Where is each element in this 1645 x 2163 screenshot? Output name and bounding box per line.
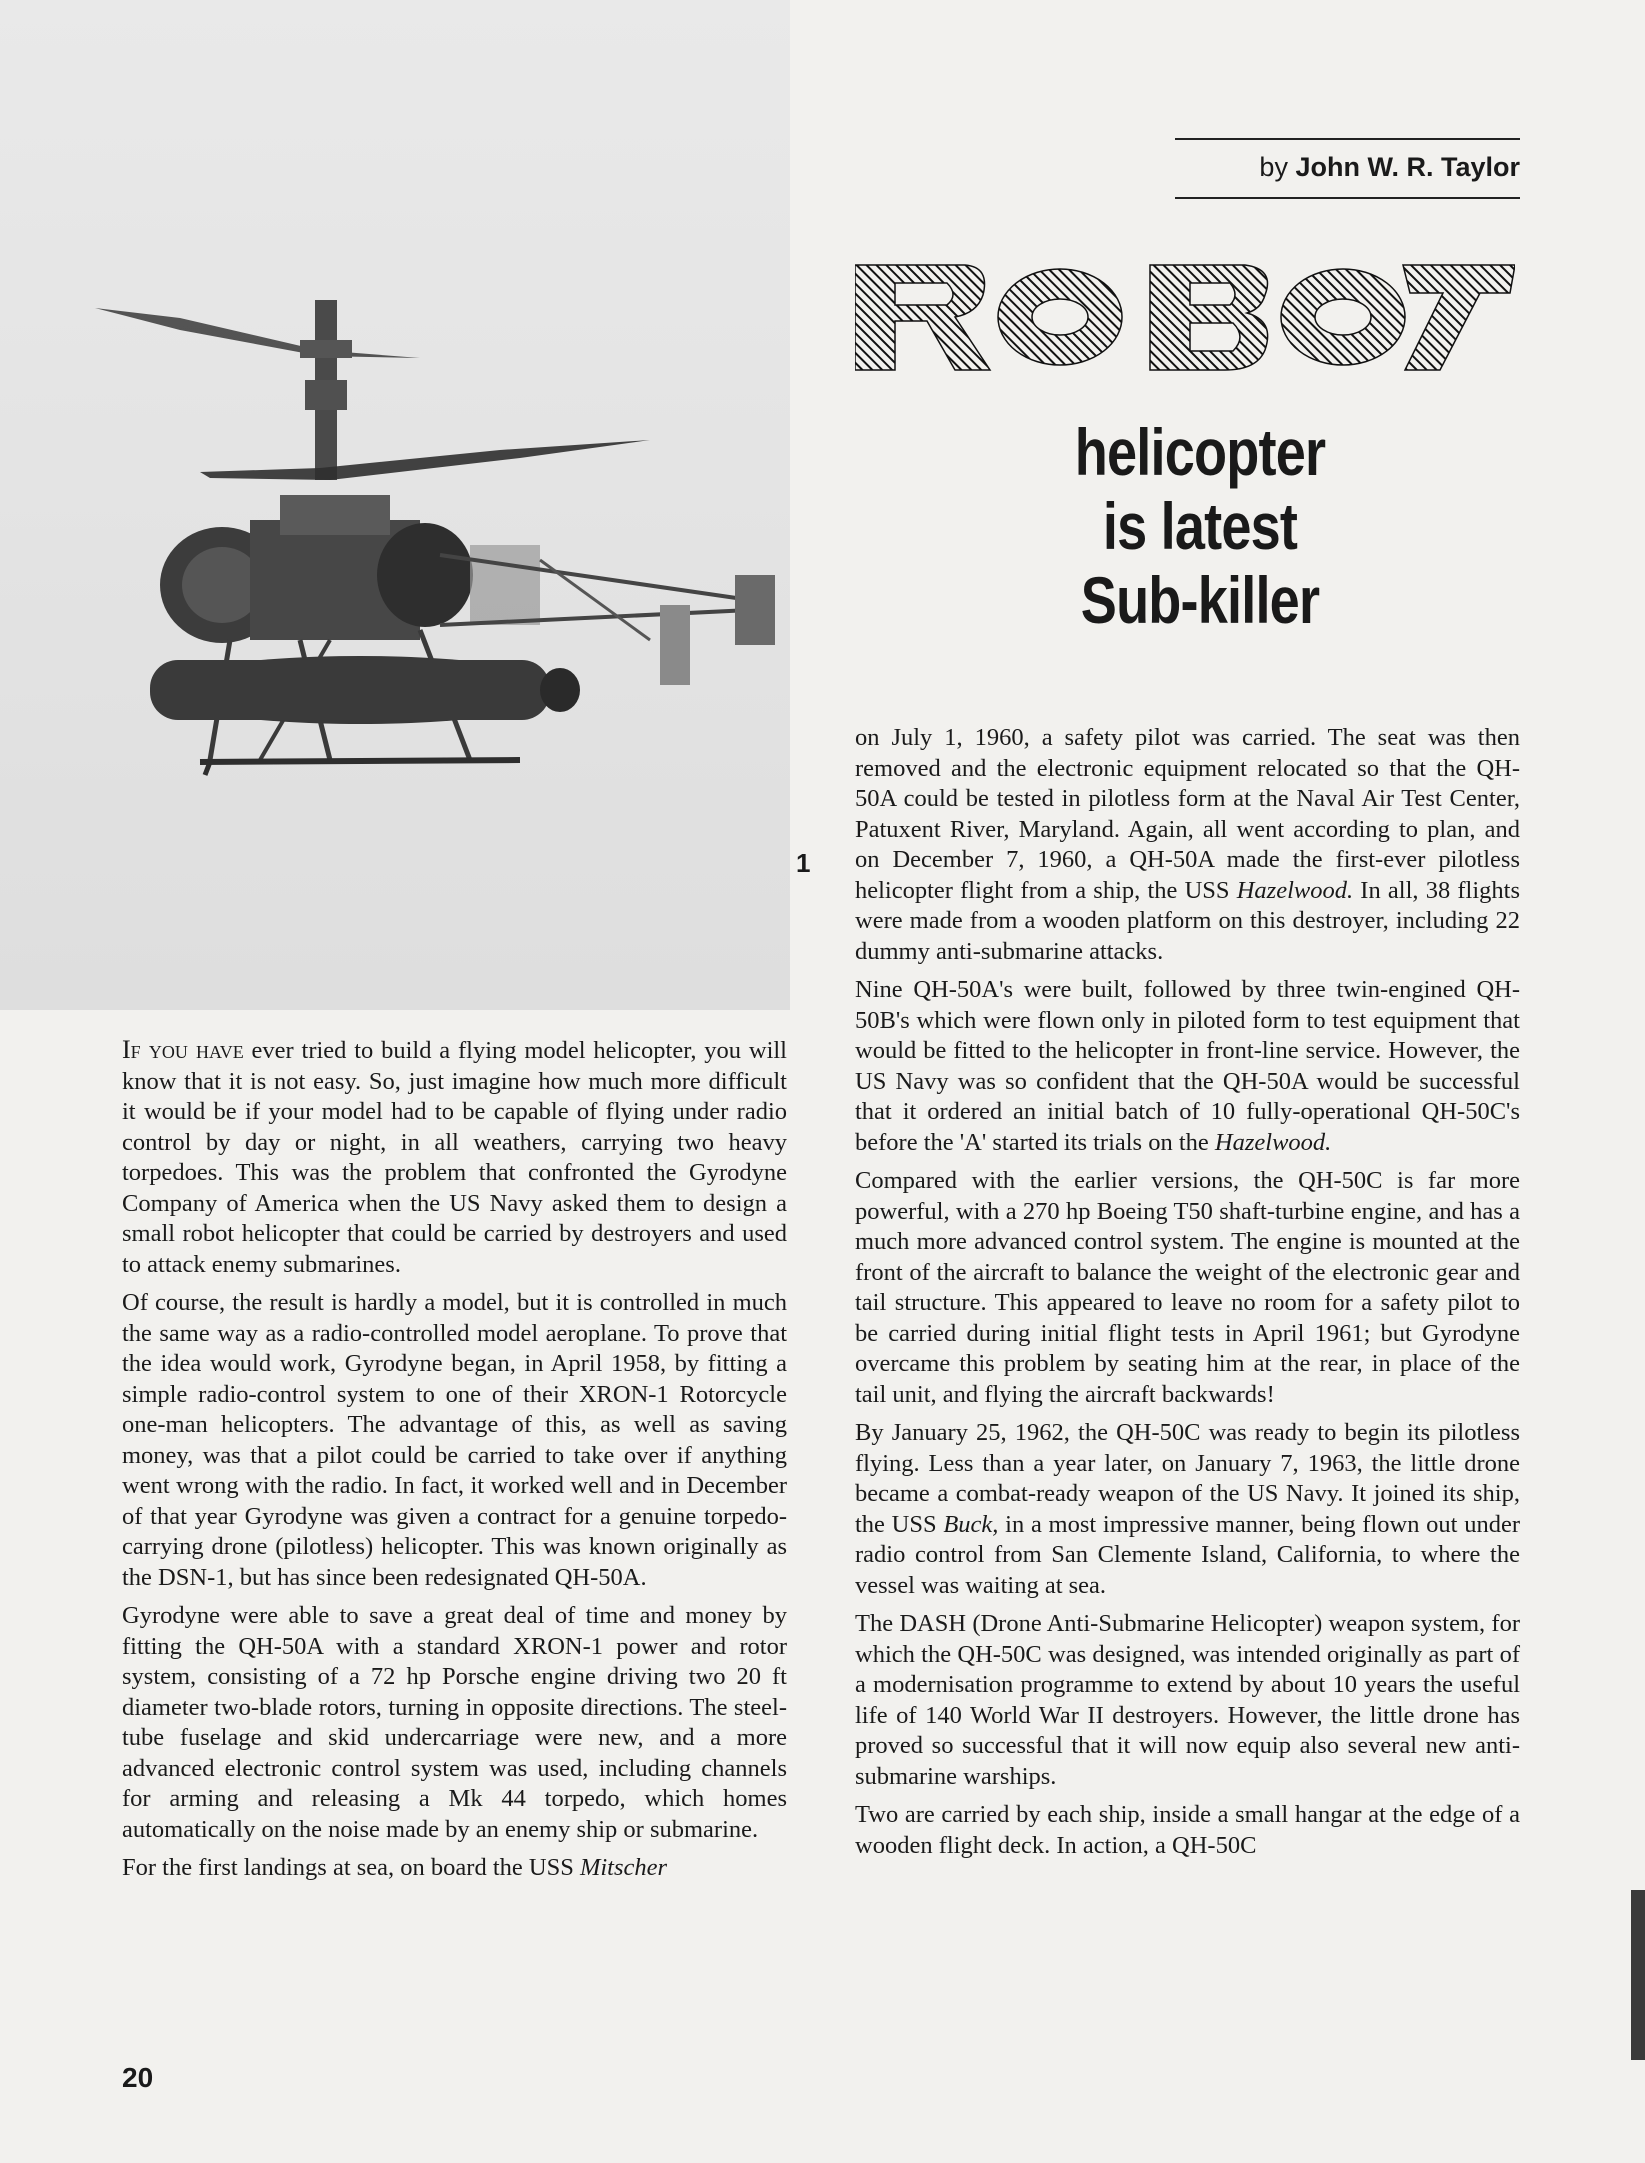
headline-line-2: is latest <box>1102 489 1298 563</box>
byline-prefix: by <box>1259 152 1288 182</box>
lead-in: If you have <box>122 1035 244 1064</box>
paragraph: on July 1, 1960, a safety pilot was carried. The seat was then removed and the electronic equipment relocated so that the QH-50A could be tested in pilotless form at the Naval Air Test Center, Patuxent River, Maryland. Again, all went according to plan, and on December 7, 1960, a QH-50A made the first-ever pilotless helicopter flight from a ship, the USS Hazelwood. In all, 38 flights were made from a wooden platform on this destroyer, including 22 dummy anti-submarine attacks. <box>855 724 1520 965</box>
ship-name: Hazelwood. <box>1236 876 1354 904</box>
paragraph: Of course, the result is hardly a model, but it is controlled in much the same way as a radio-controlled model aeroplane. To prove that the idea would work, Gyrodyne began, in April 1958, by fitting a simple radio-control system to one of their XRON-1 Rotorcycle one-man helicopters. The advantage of this, as well as saving money, was that a pilot could be carried to take over if anything went wrong with the radio. In fact, it worked well and in December of that year Gyrodyne was given a contract for a genuine torpedo-carrying drone (pilotless) helicopter. This was known originally as the DSN-1, but has since been redesignated QH-50A. <box>122 1289 787 1591</box>
helicopter-illustration <box>0 0 790 1010</box>
paragraph: Compared with the earlier versions, the QH-50C is far more powerful, with a 270 hp Boeing T50 shaft-turbine engine, and has a much more advanced control system. The engine is mounted at the front of the aircraft to balance the weight of the electronic gear and tail structure. This appeared to leave no room for a safety pilot to be carried during initial flight tests in April 1961; but Gyrodyne overcame this problem by seating him at the rear, in place of the tail unit, and flying the aircraft backwards! <box>855 1167 1520 1408</box>
robot-lettering <box>855 255 1515 380</box>
paragraph: By January 25, 1962, the QH-50C was ready to begin its pilotless flying. Less than a year later, on January 7, 1963, the little drone became a combat-ready weapon of the US Navy. It joined its ship, the USS Buck, in a most impressive manner, being flown out under radio control from San Clemente Island, California, to where the vessel was waiting at sea. <box>855 1419 1520 1599</box>
headline-line-1: helicopter <box>1074 415 1326 489</box>
left-column <box>122 1035 787 1892</box>
robot-title-graphic <box>855 255 1515 385</box>
headline-line-3: Sub-killer <box>1080 563 1320 637</box>
paragraph: Nine QH-50A's were built, followed by three twin-engined QH-50B's which were flown only in piloted form to test equipment that would be fitted to the helicopter in front-line service. However, the US Navy was so confident that the QH-50A would be successful that it ordered an initial batch of 10 fully-operational QH-50C's before the 'A' started its trials on the Hazelwood. <box>855 976 1520 1156</box>
paragraph: Gyrodyne were able to save a great deal of time and money by fitting the QH-50A with a standard XRON-1 power and rotor system, consisting of a 72 hp Porsche engine driving two 20 ft diameter two-blade rotors, turning in opposite directions. The steel-tube fuselage and skid undercarriage were new, and a more advanced electronic control system was used, including channels for arming and releasing a Mk 44 torpedo, which homes automatically on the noise made by an enemy ship or submarine. <box>122 1602 787 1843</box>
right-column <box>855 723 1520 1869</box>
paragraph: Two are carried by each ship, inside a small hangar at the edge of a wooden flight deck. In action, a QH-50C <box>855 1801 1520 1859</box>
byline-author: John W. R. Taylor <box>1295 152 1520 182</box>
byline <box>1175 138 1520 199</box>
ship-name: Mitscher <box>579 1854 668 1881</box>
headline <box>1003 415 1397 637</box>
paragraph: The DASH (Drone Anti-Submarine Helicopter) weapon system, for which the QH-50C was designed, was intended originally as part of a modernisation programme to extend by about 10 years the useful life of 140 World War II destroyers. However, the little drone has proved so successful that it will now equip also several new anti-submarine warships. <box>855 1610 1520 1790</box>
ship-name: Hazelwood. <box>1214 1128 1332 1156</box>
figure-number: 1 <box>796 848 811 878</box>
ship-name: Buck, <box>943 1510 999 1538</box>
page-number: 20 <box>122 2062 154 2093</box>
page-edge-shadow <box>1631 1890 1645 2060</box>
helicopter-photo <box>0 0 790 1010</box>
paragraph: For the first landings at sea, on board the USS Mitscher <box>122 1854 668 1881</box>
paragraph: If you have ever tried to build a flying model helicopter, you will know that it is not easy. So, just imagine how much more difficult it would be if your model had to be capable of flying under radio control by day or night, in all weathers, carrying two heavy torpedoes. This was the problem that confronted the Gyrodyne Company of America when the US Navy asked them to design a small robot helicopter that could be carried by destroyers and used to attack enemy submarines. <box>122 1035 787 1278</box>
